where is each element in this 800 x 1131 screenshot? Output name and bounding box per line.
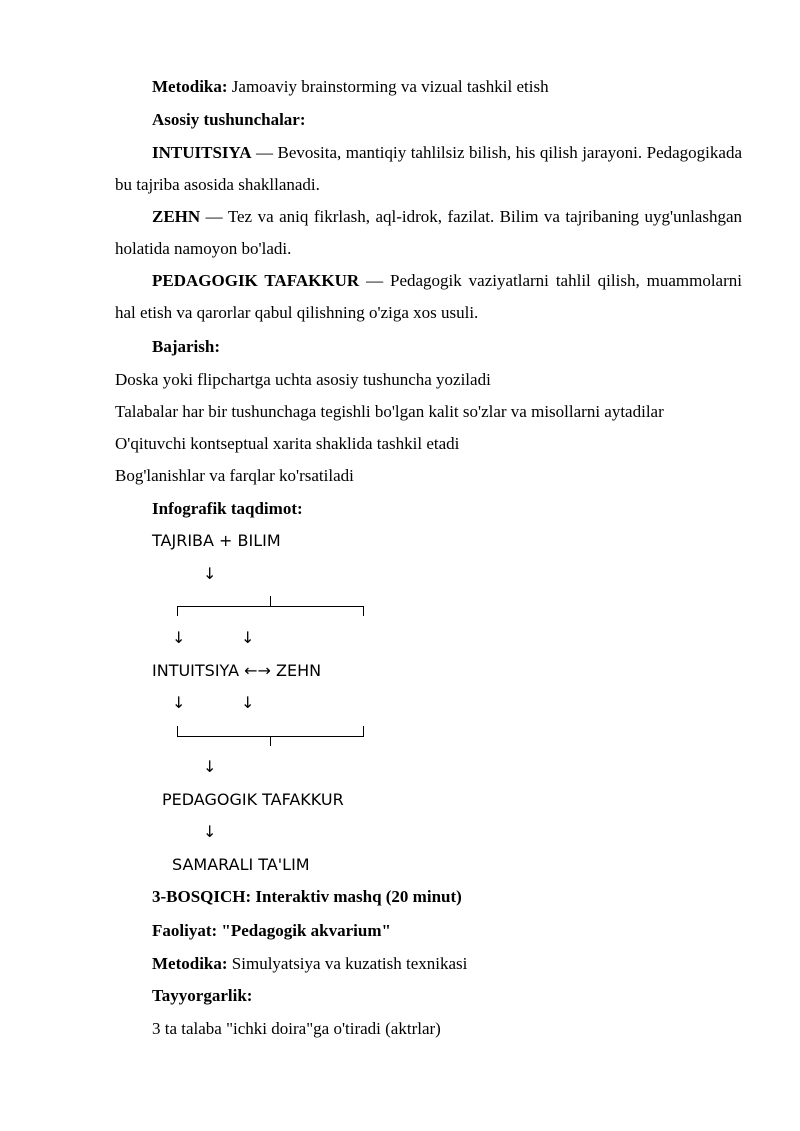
preparation-text: 3 ta talaba "ichki doira"ga o'tiradi (aktrlar) [152, 1019, 441, 1038]
arrow-down-icon: ↓ [241, 628, 255, 647]
branch-stem-top [270, 596, 271, 606]
activity-heading: Faoliyat: "Pedagogik akvarium" [152, 921, 391, 940]
methodology-line [152, 76, 549, 98]
methodology-text: Jamoaviy brainstorming va vizual tashkil etish [227, 77, 549, 96]
concepts-heading: Asosiy tushunchalar: [152, 110, 306, 129]
preparation-heading: Tayyorgarlik: [152, 986, 253, 1005]
arrow-down-icon: ↓ [203, 564, 217, 583]
methodology-line-2: Metodika: Simulyatsiya va kuzatish texnikasi [152, 954, 468, 973]
execution-step: O'qituvchi kontseptual xarita shaklida tashkil etadi [115, 434, 460, 453]
concept-definitions [115, 137, 742, 329]
methodology-label: Metodika: [152, 77, 228, 96]
concept-pedagogik-tafakkur: PEDAGOGIK TAFAKKUR — Pedagogik vaziyatlarni tahlil qilish, muammolarni hal etish va qarorlar qabul qilishning o'ziga xos usuli. [115, 271, 742, 322]
branch-drop-right [363, 606, 364, 616]
diagram-top-node: TAJRIBA + BILIM [152, 531, 281, 550]
branch-drop-left [177, 606, 178, 616]
diagram-middle-node: INTUITSIYA ←→ ZEHN [152, 661, 322, 680]
infographic-heading: Infografik taqdimot: [152, 499, 303, 518]
branch-rise-right [363, 726, 364, 736]
branch-line-top [177, 606, 364, 607]
branch-rise-left [177, 726, 178, 736]
concept-intuitsiya: INTUITSIYA — Bevosita, mantiqiy tahlilsiz bilish, his qilish jarayoni. Pedagogikada bu tajriba asosida shakllanadi. [115, 143, 742, 194]
arrow-down-icon: ↓ [203, 822, 217, 841]
execution-heading: Bajarish: [152, 337, 220, 356]
arrow-down-icon: ↓ [172, 628, 186, 647]
branch-stem-bottom [270, 736, 271, 746]
arrow-down-icon: ↓ [172, 693, 186, 712]
arrow-down-icon: ↓ [203, 757, 217, 776]
diagram-node-samarali: SAMARALI TA'LIM [172, 855, 310, 874]
concept-zehn: ZEHN — Tez va aniq fikrlash, aql-idrok, fazilat. Bilim va tajribaning uyg'unlashgan holatida namoyon bo'ladi. [115, 207, 742, 258]
execution-step: Talabalar har bir tushunchaga tegishli bo'lgan kalit so'zlar va misollarni aytadilar [115, 402, 664, 421]
diagram-node-tafakkur: PEDAGOGIK TAFAKKUR [162, 790, 344, 809]
execution-step: Bog'lanishlar va farqlar ko'rsatiladi [115, 466, 354, 485]
arrow-down-icon: ↓ [241, 693, 255, 712]
execution-step: Doska yoki flipchartga uchta asosiy tushuncha yoziladi [115, 370, 491, 389]
stage3-heading: 3-BOSQICH: Interaktiv mashq (20 minut) [152, 887, 462, 906]
